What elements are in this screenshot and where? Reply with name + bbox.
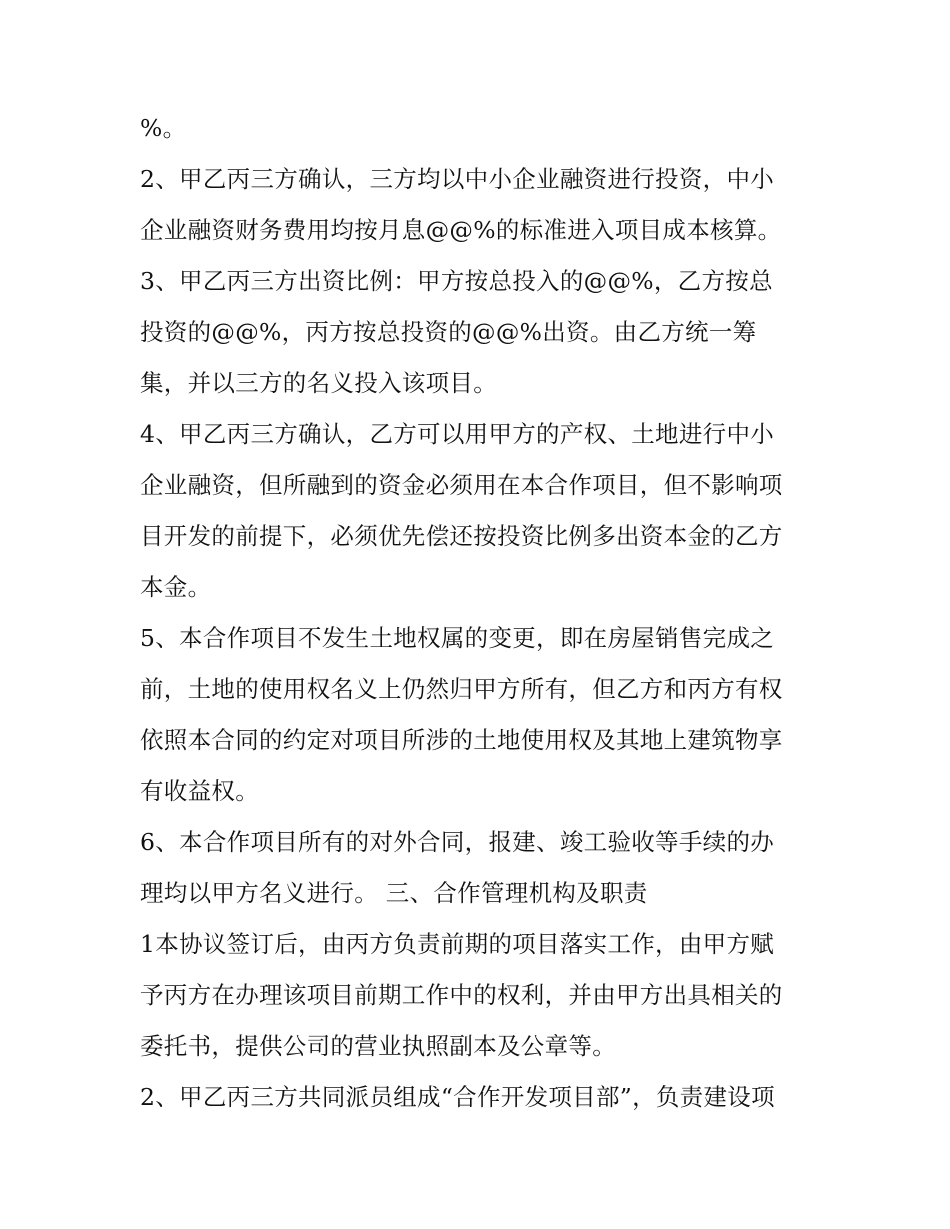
text-line: 理均以甲方名义进行。 三、合作管理机构及职责 — [140, 879, 648, 907]
text-line: 予丙方在办理该项目前期工作中的权利，并由甲方出具相关的 — [140, 981, 783, 1009]
text-line: %。 — [140, 114, 187, 142]
text-line: 企业融资财务费用均按月息@@%的标准进入项目成本核算。 — [140, 216, 782, 244]
text-line: 目开发的前提下，必须优先偿还按投资比例多出资本金的乙方 — [140, 522, 783, 550]
text-line: 集，并以三方的名义投入该项目。 — [140, 369, 497, 397]
text-line: 依照本合同的约定对项目所涉的土地使用权及其地上建筑物享 — [140, 726, 783, 754]
text-line: 本金。 — [140, 573, 212, 601]
text-line: 2、甲乙丙三方共同派员组成“合作开发项目部”，负责建设项 — [140, 1083, 775, 1111]
text-line: 企业融资，但所融到的资金必须用在本合作项目，但不影响项 — [140, 471, 783, 499]
text-line: 委托书，提供公司的营业执照副本及公章等。 — [140, 1032, 616, 1060]
text-line: 4、甲乙丙三方确认，乙方可以用甲方的产权、土地进行中小 — [140, 420, 775, 448]
text-line: 6、本合作项目所有的对外合同，报建、竣工验收等手续的办 — [140, 828, 775, 856]
text-line: 投资的@@%，丙方按总投资的@@%出资。由乙方统一筹 — [140, 318, 757, 346]
text-line: 前，土地的使用权名义上仍然归甲方所有，但乙方和丙方有权 — [140, 675, 783, 703]
text-line: 5、本合作项目不发生土地权属的变更，即在房屋销售完成之 — [140, 624, 775, 652]
text-line: 有收益权。 — [140, 777, 259, 805]
text-line: 3、甲乙丙三方出资比例：甲方按总投入的@@%，乙方按总 — [140, 267, 773, 295]
text-line: 1本协议签订后，由丙方负责前期的项目落实工作，由甲方赋 — [140, 930, 775, 958]
text-line: 2、甲乙丙三方确认，三方均以中小企业融资进行投资，中小 — [140, 165, 775, 193]
